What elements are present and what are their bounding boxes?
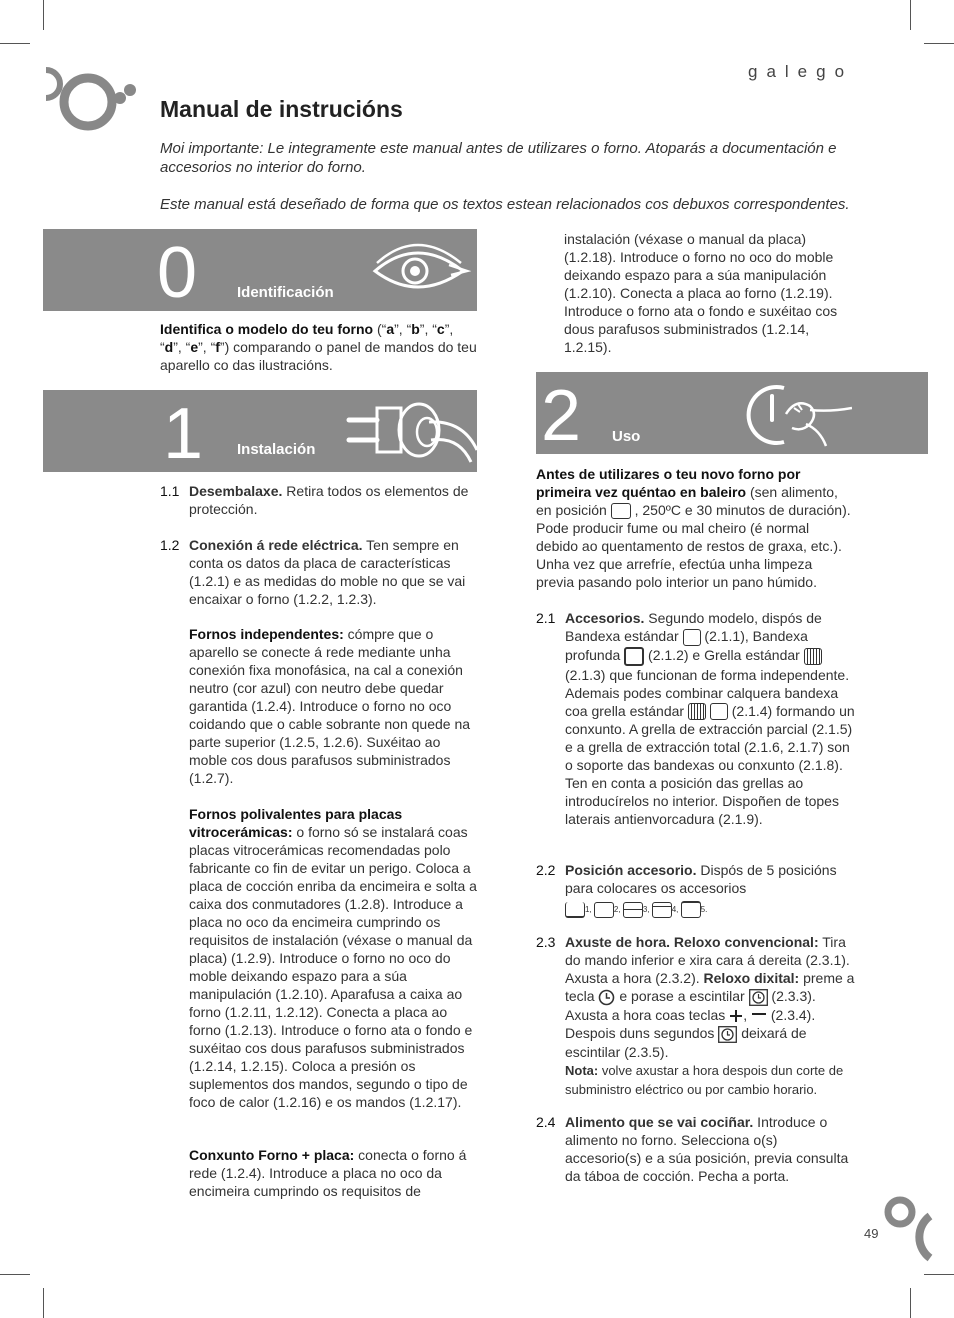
position-number: 3 bbox=[642, 905, 648, 914]
position-1-icon bbox=[565, 902, 585, 918]
deep-tray-icon bbox=[624, 647, 644, 666]
text: o forno só se instalará coas placas vitrocerámicas recomendadas polo fabricante co fin de evitar un perigo. Coloca a placa de cocción enriba da encimeira e solta a caixa dos conmutadores (1.2.8). Introduce a placa no oco da encimeira cumprindo os requisitos de instalación (véxase o manual da placa) (1.2.9). Introduce o forno no oco do moble deixando espazo para a súa manipulación (1.2.10). Aparafusa a caixa ao forno (1.2.11, 1.2.12). Conecta a placa ao forno (1.2.13). Introduce o forno ata o fondo e suxéitao cos dous parafusos subministrados (1.2.14, 1.2.15). Coloca a presión os suplementos dos mandos, segundo o tipo de foco de calor (1.2.16) e os mandos (1.2.17). bbox=[189, 824, 477, 1110]
position-5-icon bbox=[681, 901, 701, 918]
subsection-2-3 bbox=[536, 933, 856, 1103]
eye-icon bbox=[371, 241, 471, 297]
text: ”, “ bbox=[419, 321, 437, 337]
model-letter: d bbox=[164, 339, 174, 355]
section-0-header bbox=[43, 229, 477, 311]
subsection-body bbox=[565, 1113, 856, 1185]
model-letter: b bbox=[411, 321, 420, 337]
subsection-number: 1.1 bbox=[160, 483, 180, 499]
clock-display-icon bbox=[749, 989, 768, 1006]
bold-lead: Reloxo dixital: bbox=[703, 970, 800, 986]
subsection-1-1 bbox=[160, 482, 478, 522]
standard-tray-icon bbox=[683, 629, 701, 646]
section-label: Uso bbox=[612, 428, 641, 445]
text: (2.1.2) e Grella estándar bbox=[644, 646, 804, 663]
text: ”, “ bbox=[173, 339, 191, 355]
subsection-2-1 bbox=[536, 609, 856, 849]
fornos-polivalentes-paragraph bbox=[189, 805, 479, 1111]
subsection-number: 2.3 bbox=[536, 934, 556, 950]
crop-mark bbox=[43, 1288, 44, 1318]
text: ”, “ bbox=[198, 339, 216, 355]
text: e porase a escintilar bbox=[615, 988, 749, 1004]
page-title: Manual de instrucións bbox=[160, 96, 403, 122]
text: ”) comparando o panel de mandos do teu aparello co das ilustracións. bbox=[160, 339, 477, 373]
plug-icon bbox=[343, 400, 477, 466]
text: (2.1.4) formando un conxunto. A grella de extracción parcial (2.1.5) e a grella de extracción total (2.1.6, 2.1.7) son o soporte das bandexas ou conxunto (2.1.8). Ten en conta a posición das grellas ao introducírelos no interior. Dispoñen de topes laterais antienvorcadura (2.1.9). bbox=[565, 702, 855, 828]
conxunto-forno-placa-paragraph bbox=[189, 1146, 479, 1200]
standard-tray-icon bbox=[710, 703, 728, 720]
model-letter: c bbox=[436, 321, 445, 337]
section-label: Instalación bbox=[237, 441, 316, 458]
bold-lead: Fornos independentes: bbox=[189, 626, 344, 642]
crop-mark bbox=[0, 43, 30, 44]
text: “ bbox=[160, 339, 165, 355]
bold-lead: Antes de utilizares o teu novo forno por primeira vez quéntao en baleiro bbox=[536, 466, 801, 500]
crop-mark bbox=[924, 43, 954, 44]
bold-lead: Conxunto Forno + placa: bbox=[189, 1147, 355, 1163]
subsection-text bbox=[565, 861, 856, 897]
subsection-number: 1.2 bbox=[160, 537, 180, 553]
model-letter: e bbox=[190, 339, 199, 355]
position-4-icon bbox=[652, 902, 672, 918]
section-2-header bbox=[536, 372, 928, 454]
minus-key-icon bbox=[751, 1009, 767, 1023]
position-2-icon bbox=[594, 902, 614, 918]
text: (2.3.4). Despois duns segundos bbox=[565, 1006, 816, 1041]
model-letter: a bbox=[386, 321, 395, 337]
text: (2.1.3) que funcionan de forma independente. Ademais podes combinar calquera bandexa coa grella estándar bbox=[565, 666, 850, 719]
subsection-number: 2.1 bbox=[536, 610, 556, 626]
text: (2.3.3). Axusta a hora coas teclas bbox=[565, 988, 816, 1023]
crop-mark bbox=[0, 1274, 30, 1275]
fornos-independentes-paragraph bbox=[189, 625, 479, 787]
subsection-body bbox=[565, 861, 856, 919]
bold-lead: Posición accesorio. bbox=[565, 862, 697, 878]
note-label: Nota: bbox=[565, 1062, 599, 1078]
clock-key-icon bbox=[598, 989, 615, 1006]
intro-paragraph-2: Este manual está deseñado de forma que os textos estean relacionados cos debuxos correspondentes. bbox=[160, 196, 850, 213]
subsection-body bbox=[565, 609, 856, 828]
position-number: 1 bbox=[585, 905, 590, 914]
text: Introduce o alimento no forno. Selecciona o(s) accesorio(s) e a súa posición, previa consulta da táboa de cocción. Pecha a porta. bbox=[565, 1114, 849, 1184]
section-number: 1 bbox=[163, 394, 204, 472]
crop-mark bbox=[924, 1274, 954, 1275]
text: Segundo modelo, dispós de Bandexa estándar bbox=[565, 610, 822, 644]
section-1-header bbox=[43, 390, 477, 472]
circles-logo-icon bbox=[882, 1192, 954, 1262]
text: deixará de escintilar (2.3.5). bbox=[565, 1024, 807, 1060]
text: cómpre que o aparello se conecte á rede mediante unha conexión fixa monofásica, na cal a conexión neutro (cor azul) con neutro debe quedar garantida (1.2.4). Introduce o forno no oco coidando que o cable sobrante non quede na parte superior (1.2.5, 1.2.6). Suxéitao ao moble cos dous parafusos subministrados (1.2.7). bbox=[189, 626, 471, 786]
text: Ten sempre en conta os datos da placa de características (1.2.1) e as medidas do moble no que se vai encaixar o forno (1.2.2, 1.2.3). bbox=[189, 537, 466, 607]
section-2-lead-paragraph bbox=[536, 465, 854, 591]
bold-lead: Fornos polivalentes para placas vitrocerámicas: bbox=[189, 806, 403, 840]
language-label: galego bbox=[748, 62, 854, 81]
subsection-2-4 bbox=[536, 1113, 856, 1193]
text: Dispós de 5 posicións para colocares os accesorios bbox=[565, 862, 837, 896]
position-number: 5 bbox=[700, 905, 706, 914]
crop-mark bbox=[43, 0, 44, 30]
bold-lead: Conexión á rede eléctrica. bbox=[189, 537, 363, 553]
oven-position-icon bbox=[611, 503, 631, 519]
standard-rack-icon bbox=[688, 703, 706, 720]
subsection-body bbox=[189, 482, 478, 518]
bold-lead: Accesorios. bbox=[565, 610, 645, 626]
bold-lead: Identifica o modelo do teu forno bbox=[160, 321, 374, 337]
text: Retira todos os elementos de protección. bbox=[189, 483, 469, 517]
position-icons-row: 1, 2, 3, 4, 5. bbox=[565, 901, 856, 919]
bold-lead: Axuste de hora. Reloxo convencional: bbox=[565, 934, 819, 950]
position-3-icon bbox=[623, 902, 643, 918]
subsection-body bbox=[189, 536, 479, 608]
crop-mark bbox=[910, 0, 911, 30]
section-0-text bbox=[160, 320, 478, 374]
position-number: 2 bbox=[613, 905, 619, 914]
subsection-body: Axuste de hora. Reloxo convencional: Tira do mando inferior e xira cara á dereita (2.3.1). Axusta a hora (2.3.2). Reloxo dixital: preme a tecla e porase a escintilar (2.3.3). Axusta a hora coas teclas , (2.3.4). Despois duns segundos deixará de escintilar (2.3.5). Nota: volve axustar a hora despois dun corte de subministro eléctrico ou por cambio horario. bbox=[565, 934, 855, 1097]
subsection-number: 2.2 bbox=[536, 862, 556, 878]
text: preme a tecla bbox=[565, 970, 855, 1004]
crop-mark bbox=[910, 1288, 911, 1318]
bold-lead: Alimento que se vai cociñar. bbox=[565, 1114, 754, 1130]
subsection-number: 2.4 bbox=[536, 1114, 556, 1130]
page-number: 49 bbox=[864, 1226, 879, 1241]
text: (“ bbox=[373, 321, 387, 337]
section-number: 2 bbox=[541, 376, 582, 454]
text: ”, “ bbox=[394, 321, 412, 337]
clock-display-icon bbox=[718, 1026, 737, 1043]
note-text: volve axustar a hora despois dun corte de subministro eléctrico ou por cambio horario. bbox=[565, 1062, 844, 1097]
subsection-1-2 bbox=[160, 536, 478, 616]
hand-touch-icon bbox=[740, 380, 852, 450]
intro-paragraph-1: Moi importante: Le integramente este manual antes de utilizares o forno. Atoparás a documentación e accesorios no interior do forno. bbox=[160, 140, 837, 176]
section-number: 0 bbox=[157, 233, 198, 311]
position-number: 4 bbox=[671, 905, 677, 914]
bold-lead: Desembalaxe. bbox=[189, 483, 283, 499]
circles-logo-icon bbox=[40, 62, 140, 138]
standard-rack-icon bbox=[804, 648, 822, 665]
text: (sen alimento, en posición bbox=[536, 484, 838, 518]
plus-key-icon bbox=[729, 1009, 743, 1023]
text: Tira do mando inferior e xira cara á dereita (2.3.1). Axusta a hora (2.3.2). bbox=[565, 934, 850, 986]
subsection-2-2 bbox=[536, 861, 856, 921]
text: conecta o forno á rede (1.2.4). Introduce a placa no oco da encimeira cumprindo os requisitos de bbox=[189, 1147, 467, 1199]
text: (2.1.1), Bandexa profunda bbox=[565, 628, 808, 663]
text: ”, bbox=[444, 321, 454, 337]
section-label: Identificación bbox=[237, 284, 334, 301]
model-letter: f bbox=[215, 339, 220, 355]
conxunto-continuation: instalación (véxase o manual da placa) (1.2.18). Introduce o forno no oco do moble deixando espazo para a súa manipulación (1.2.10). Conecta a placa ao forno (1.2.19). Introduce o forno ata o fondo e suxéitao cos dous parafusos subministrados (1.2.14, 1.2.15). bbox=[564, 231, 838, 355]
text: , 250ºC e 30 minutos de duración). Pode producir fume ou mal cheiro (é normal debido ao quentamento de restos de graxa, etc.). Unha vez que arrefríe, efectúa unha limpeza previa pasando polo interior un pano húmido. bbox=[536, 502, 851, 591]
